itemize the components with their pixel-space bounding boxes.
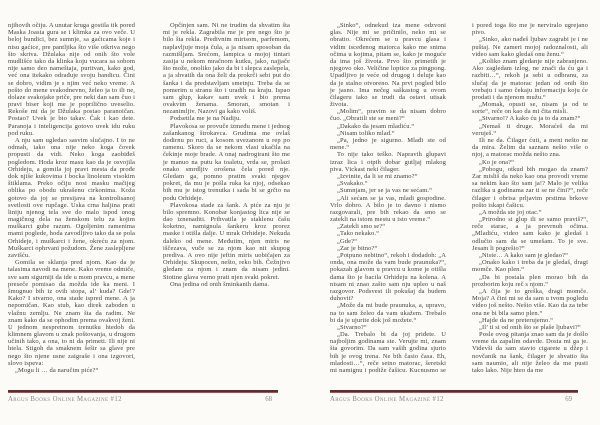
footer-magazine-title: Argus Books Online Magazine #12 [8,396,122,403]
paragraph: „Dakako da jesam mladiću.“ [337,122,415,130]
paragraph: „Il’ ti si od onih što se plaše ljubavi?“ [479,323,581,331]
paragraph: „Stvarno?“ [337,323,367,331]
paragraph: Podsetila me je na Nadiju. [170,115,242,123]
paragraph: Ili ne da. Čilager ćuti, a meni nešto ne da mira. Želim da saznam nešto više o njoj, a matorac možda nešto zna. [472,137,588,159]
paragraph: „Nisam toliko mlad.“ [337,129,395,137]
paragraph: „Zar je bitno?“ [337,244,378,252]
paragraph: To nije tako teško. Napravih glupavi izraz lica i otpih dobar gutljaj mlakog piva. Vickast neki čilager. [330,151,446,173]
paragraph: „Svakako.“ [337,180,368,188]
paragraph: „Sumnjam, jer se ja vas ne sećam.“ [337,187,433,195]
paragraph: „Može da mi bude praunuka, a, upravo, na to sam želeo da vam ukažem. Trebalo bi da je ujurite dok još možete.“ [330,302,446,324]
paragraph: Opčinjen sam. Ni ne trudim da shvatim šta mi je rekla. Zagrabila me je pre nego što je bilo šta rekla. Predivnim mirisom, parfemom, naplavljuje moja čula, a ja nisam sposoban da razmišljam. Srećom, lampica u mojoj tintari zasija u nekom mračnom kutku, jako, najjače što može, onoliko jako da bi i slepca zaslepela, a ja shvatih da ona želi da prokrči sebi put do šanka i da predstavljam smetnju. Treba da se pomerim u stranu što i uradih na kraju. Ispao sam glup, kakav sam uvek i bio prema ovakvim ženama. Smoran, smotan i nezanimljiv. Nazovi ga kako voliš. [163,22,290,116]
paragraph: njihovih očiju. A unutar kruga gostila tik pored Maska Joasta gura se i klimka za ovo veče. U beloj bundici, bez sumnje, sa gaćicama koje i nisu gaćice, pre pantljika što više otkriva nego što skriva. Džulaka nije od onih što vole mudlišće tako da klinka koju vucara sa sobom nije samo deo nameštaja, puritvan, kako god, već ona itekako odrađuje svoju bandicu. Čini se dobro, vidim je s njim već neko vreme. A pošto do mene svakodnevno, želeo ja to ili ne, dolaze svakojake priče, pre neki dan sam čuo i pravi biser koji me je poprilično uveselio. Rekoše mi da je Džulaka postao paranoičan. Postao? Uvek je bio takav. Čak i kao dete. Paranoja i inteligencija gotovo uvek idu ruku pod ruku. [8,22,135,137]
paragraph: „Niste… A kako sam je gledao?“ [479,252,569,259]
paragraph: „Pa, jedno je sigurno. Mlađi ste od mene.“ [330,137,446,152]
paragraph: „Onako kako i treba da je gledaš, dragi momče. Kao plen.“ [472,259,588,274]
paragraph: „A možda ste joj otac.“ [479,208,542,216]
paragraph: Gomila se sklanja pred njom. Kao da je talasima navodi na mene. Kako vreme odmiče, sve sam sigurniji da ide u mom pravcu, a mene preseče pomisao da možda ide ka meni. I šmugnuo bih iz ovih stopa, al’ kuda? Gde!? Kako? I stvarno, ona stade ispred mene. A ja nepomičan. Kao stub, kao direk zaboden u vlažnu zemlju. Ne znam šta da radim. Ne znam kako da se ophodim prema ovakvoj ženi. U jednom nespretnom trenutku htedoh da klimnem glavom u znak poštovanja, u drugom učinih tako, a ona, to ni da primeti. Ili nije ni htela. Stigoh da smaknem šešir sa glave pre nego što njene usne zaigraše i ona izgovori, slovo ispeva: [8,259,135,367]
page-footer-right [330,390,578,403]
paragraph: „Momak, opusti se, nisam ja od te sorte“, reče on kao da mi čita misli. [472,101,588,116]
paragraph: „Ko je ona?“ [479,158,515,166]
page-left [8,22,290,403]
paragraph: A nju sam ugledao sasvim slučajno. I to ne odmah, iako ona nije neko koga čovek propusti da vidi. Neko koga zaobiđeš pogledom. Hoda kroz masu kao da je osvojila Orhideju, a gomila joj pravi mesta da prođe dok njiše kukovima i bocka linoleum visokim štiklama. Preko očiju nosi masku mačijeg oblika po obodu ukrašenu cirkonima. Koža gotovo da joj se presijava na kontrolisanoj svetlosti ove rupčage. Uska crna haljina prati liniju njenog tela sve do malo ispod onog magičnog dela na ženskom telu za kojim muškarci gube razum. Ogoljenim ramenima mami poglede, hoda zavodljivo tako da se pola Orhideje, i muškarci i žene, okreću za njom. Muškarci ophrvani požudom. Žene zaslepljene zavišću. [8,137,135,259]
paragraph: „Potpuno nebitno“, rekoh i dodadoh: „A onda, ona može da vam bude praunuka?“, pokazah glavom u pravcu u kome je otišla dama što je bacila Orhideju na kolena. A nisam ni znao zašto sam nju upleo u naš razgovor. Podsvest ili pokušaj da budem duhovit? [330,252,446,303]
paragraph: „Hajde da ne preterujemo.“ [479,316,554,324]
paragraph: „Izvinite, da li se mi znamo?“ [337,172,418,180]
paragraph: „Sinko, ako nađeš ljubav zagrabi je i ne puštaj. Ne zameri mojoj radoznalosti, ali video sam kako gledaš onu ženu.“ [472,36,588,58]
footer-magazine-title: Argus Books Online Magazine #12 [330,396,444,403]
paragraph: Plavokosa stade za šank. A piće za nju je bilo spremno. Konobar konjastog lica nije se dao iznenaditi. Prihvatila je staklenu čašu koketno, namignula šankeru kroz prorez maske i otišla dalje. U mrak Orhideje. Nekuda daleko od mene. Međutim, njen miris ne iščezava, vuče se za njom kao nit skupog prediva. A ovo nije jeftin miris uobičajen za Orhideju. Skupocen, nešto, reko bih. Čežnjivo gledam za njom i znam da nisam jedini. Stotine glava verno prati njen svaki pokret. [163,201,290,281]
paragraph: Ona jedina od onih šminkanih dama. [170,280,270,288]
page-footer-left [8,390,278,403]
footer-rule [330,390,578,393]
page-right [330,22,588,403]
paragraph: „Mogu li … da naručim piće?“ [15,367,99,374]
text-columns-right [330,22,588,386]
paragraph: „Sinko“, odnekud iza mene odzvoni glas. Nije mi se pričinilo, neko mi se obratio. Okrećem se u pravcu glasa i vidim isceđenog matorca kako me snima očima u kojima, pitam se, kako je moguće da ima još života. Prvo što primetih je njegovo oko. Veličine loptice za pingpong. Upadljivo je veće od drugog i deluje kao da je stalno otvoreno. Na prvi pogled bilo je jasno. Ima nečeg saškastog u ovom čilageru iako se trudi da ostavi utisak života. [330,22,446,109]
page-number: 68 [265,396,272,403]
text-columns-left [8,22,290,386]
paragraph: „Tako nekako.“ [337,230,380,238]
paragraph: „Prirodno si glup ili se samo praviš?“, reče starac, a ja prevrnuh očima. „Mladiću, video sam kako je gledaš i odlučio sam da se umešam. To je sve. Jesam li pogrešio?“ [472,216,588,252]
paragraph: Posle ovog pitanja znao sam da je došlo vreme da zapalim odavde. Dosta mi ga je. Videvši da sam stavio cigarete u džep i novčanik na šank, čilager je shvatio šta sam naumio, ali nije želeo da me pusti tako lako. Nije hteo da me [472,331,588,374]
paragraph: „Da. Trebalo bi da joj priđete. U najboljim godinama ste. Verujte mi, znam šta govorim. Da sam vaših godina sjurio bih je ovog trena. Ne bih časio časa. Eh, mladosti…“, reče setno matorac, šeretski mi namignu i podiže čašicu. Kucnusmo se i pored toga što me je nerviralo ugrejano pivo. [330,22,588,374]
paragraph: „Koliko znam gledanje nije zabranjeno. Ako zagledam izlog, ne znači da ću ga i razbiti…“, rekoh ja sebi u odbranu, za slučaj da je matorac jedan od onih što vrebaju i samo čekaju informaciju koju će prodati i da njenom mužu.“ [472,57,588,101]
paragraph: „Da bi postala plen morao bih da prozborim koju reč s njom.“ [472,273,588,288]
paragraph: „A čija je to greška, dragi momče. Moja? A čini mi se da sam u tvom pogledu video još nešto. Nešto više. Kao da za tebe ona ne bi bila samo plen.“ [472,287,588,317]
paragraph: „Pobogu, otkud bih mogao da znam? Zar misliš da neko kao ona provodi vreme sa nekim kao što sam ja!? Malo je velika razlika u godinama zar ti se ne čini?“, reče čilager i obrisa prljavim prstima brkove pošto iskapi čašicu. [472,165,588,209]
paragraph: „Nemaš ti druge. Moraćeš da mi veruješ.“ [472,122,588,137]
paragraph: Plavokosa se provuče između mene i jednog zašankanog štrokavca. Grudima me ovlaš dodirnu po ruci, a kosom uvezanom u rep po ramenu. Skoro da se nekom vlasi ukačila na čekinje moje brade. A onaj nadrogirani što me je manuo na putu ka toaletu, vrda se, prolazi onako smrdljiv orošena čela pored nje. Gledam ga, pomno pratim svaki njegov pokret, da mu je pošla ruka ka njoj, odsekao bih mu je istog trenutka i sada bi se grčio na podu Orhideje. [163,122,290,202]
paragraph: „Stvarno!? A kako ću ja to da znam?“ [479,115,581,123]
paragraph: „Zatekli smo se?“ [337,223,386,231]
footer-rule [8,390,278,393]
paragraph: „Gde?“ [337,237,358,245]
paragraph: „Ali sećam se ja vas, mladi gospodine. Vrlo dobro. A bilo je to davno i nismo razgovarali, pre bih rekao da smo se zatekli na istom mestu u isto vreme.“ [330,194,446,224]
paragraph: „Molim“, pravim se da nisam dobro čuo. „Obratili ste se meni?“ [330,108,446,123]
page-number: 69 [565,396,572,403]
